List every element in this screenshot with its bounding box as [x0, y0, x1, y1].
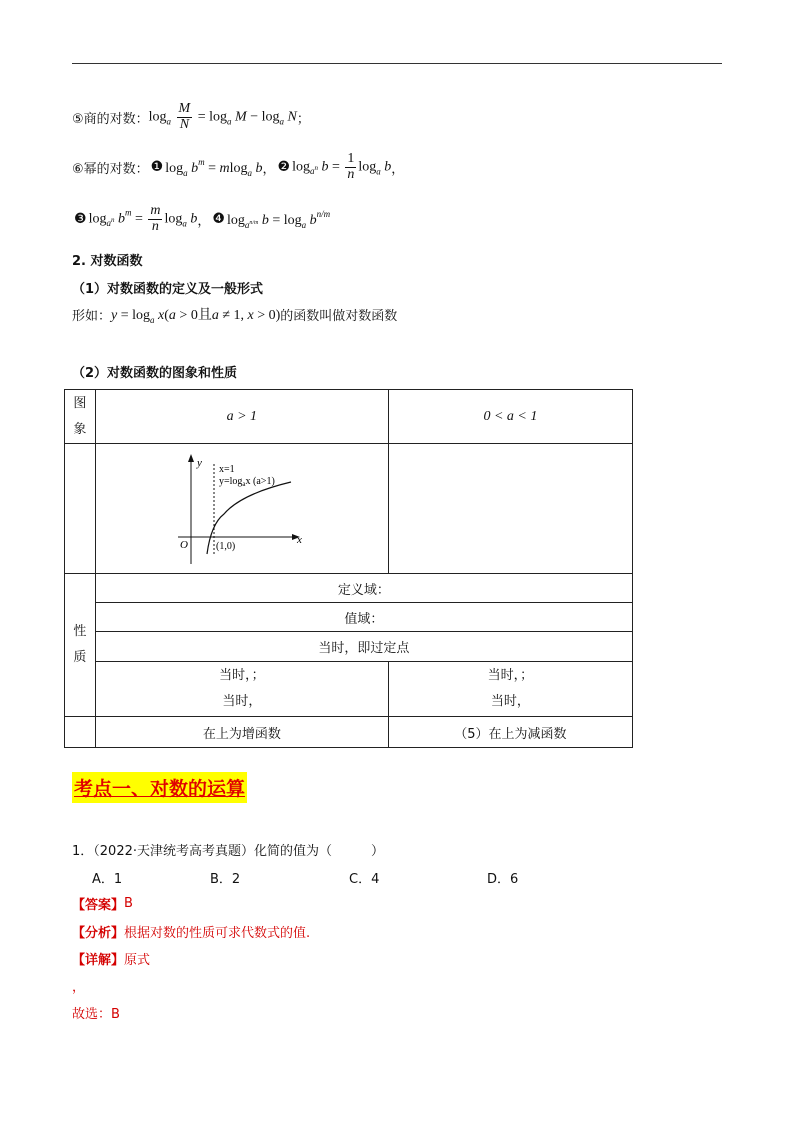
separator: ， [262, 161, 276, 177]
answer-value: B [124, 896, 133, 911]
separator: ， [391, 161, 405, 177]
range-cell: 值域： [95, 603, 632, 632]
definition-suffix: 的函数叫做对数函数 [280, 309, 398, 324]
option-d[interactable]: D．6 [487, 872, 519, 887]
decreasing-cell: （5）在上为减函数 [388, 717, 632, 748]
definition-formula: $y = \log_a x(a > 0$且a ≠ 1, x > 0) [111, 308, 281, 325]
fixed-point-cell: 当时，即过定点 [95, 632, 632, 662]
analysis-text: 根据对数的性质可求代数式的值. [124, 926, 311, 941]
marker-1: ❶ [150, 159, 164, 175]
head-left: a > 1 [226, 408, 258, 424]
power-rule-formula-2: $\log_{a^n} b$ = $\frac{1}{n}$ $\log_a b$ [292, 150, 392, 182]
analysis-tag: 【分析】 [72, 926, 125, 941]
quotient-rule-line [72, 97, 310, 137]
section-heading: 考点一、对数的运算 [72, 772, 247, 803]
x-label: x [296, 534, 302, 546]
increasing-cell: 在上为增函数 [95, 717, 388, 748]
section-2-title: 2. 对数函数 [72, 254, 143, 269]
power-rule-formula-1: $\log_a b^m = mlog_a$ b [165, 156, 263, 178]
power-rule-formula-3: $\log_{a^n} b^m$ = $\frac{m}{n}$ $\log_a b$ [88, 202, 198, 234]
option-c[interactable]: C．4 [349, 872, 380, 887]
top-rule [72, 63, 722, 64]
head-left-cell [95, 390, 388, 444]
separator: ， [197, 213, 211, 229]
graph-line1: x=1 [218, 464, 235, 475]
answer-line [72, 894, 133, 913]
section-2-sub2: （2）对数函数的图象和性质 [72, 366, 238, 381]
power-rule-label: ⑥幂的对数： [72, 161, 149, 177]
option-b[interactable]: B．2 [210, 872, 241, 887]
left-when-2: 当时， [222, 694, 262, 709]
props-label-cell [65, 574, 96, 717]
detail-tag: 【详解】 [72, 953, 125, 968]
log-function-table [64, 389, 633, 748]
section-2-sub1: （1）对数函数的定义及一般形式 [72, 282, 264, 297]
power-rule-line [72, 147, 404, 187]
log-graph [96, 444, 388, 573]
analysis-line [72, 922, 310, 941]
marker-2: ❷ [277, 159, 291, 175]
options-row [92, 868, 518, 887]
point-label: (1,0) [215, 541, 236, 552]
props-label: 性质 [73, 624, 87, 665]
marker-3: ❸ [74, 211, 87, 227]
power-rule-line-2 [72, 197, 330, 241]
quotient-rule-label: ⑤商的对数： [72, 111, 149, 127]
right-when-2: 当时， [490, 694, 530, 709]
graph-cell [95, 444, 388, 574]
quotient-rule-formula: $\log_a$ $\frac{M}{N}$ = $\log_a M - \log_a N$ [148, 100, 297, 132]
image-label-cell [65, 390, 96, 444]
detail-line [72, 949, 150, 968]
left-when-1: 当时，； [219, 668, 265, 683]
right-when-1: 当时，； [487, 668, 534, 683]
domain-cell: 定义域： [95, 574, 632, 603]
image-label: 图象 [73, 395, 87, 437]
head-right-cell [388, 390, 632, 444]
y-arrow [188, 454, 194, 462]
graph-line2: $y=\log_ax$ (a>1) [218, 476, 275, 488]
head-right: 0 < a < 1 [483, 408, 538, 424]
option-a[interactable]: A．1 [92, 872, 123, 887]
y-label: y [196, 457, 202, 469]
definition-line [72, 304, 397, 325]
detail-text: 原式 [124, 953, 151, 968]
right-when-cell [388, 662, 632, 717]
question-text: 1．（2022·天津统考高考真题）化简的值为（ ） [72, 844, 384, 859]
quotient-rule-suffix: ； [296, 111, 310, 127]
origin-label: O [179, 539, 188, 551]
detail-comma: ， [72, 980, 86, 995]
answer-tag: 【答案】 [72, 898, 125, 913]
definition-prefix: 形如： [72, 309, 112, 324]
left-when-cell [95, 662, 388, 717]
marker-4: ❹ [212, 211, 225, 227]
choose-line: 故选：B [72, 1007, 120, 1022]
power-rule-formula-4: $\log_{a^{n/m}} b = \log_a b^{n/m}$ [226, 208, 331, 230]
